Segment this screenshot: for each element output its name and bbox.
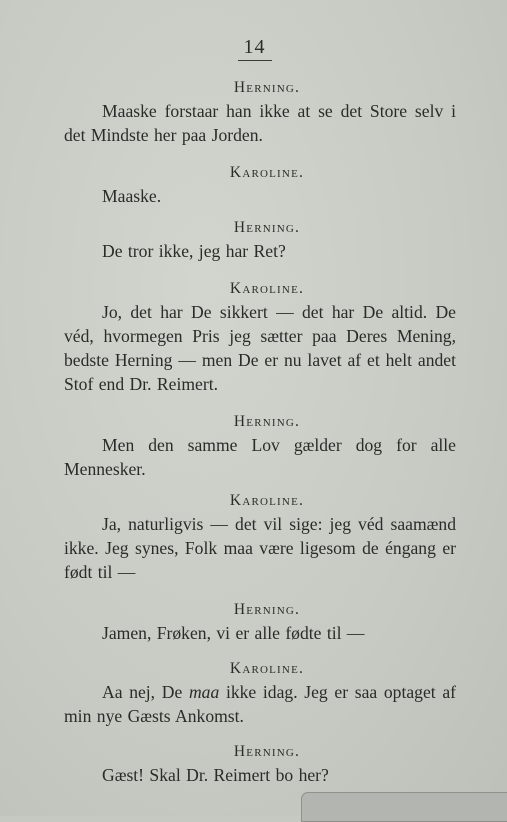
speaker-name: Karoline. (229, 280, 305, 297)
speaker-name: Karoline. (229, 660, 305, 677)
speaker-name: Karoline. (229, 164, 305, 181)
page-number: 14 (0, 36, 507, 61)
emphasized-word: maa (188, 682, 220, 702)
dialogue-line: Jamen, Frøken, vi er alle fødte til — (102, 623, 365, 643)
dialogue-line: Gæst! Skal Dr. Reimert bo her? (102, 765, 329, 785)
dialogue-line: De tror ikke, jeg har Ret? (102, 241, 286, 261)
page-tab-corner (301, 792, 507, 822)
dialogue-line: Maaske. (102, 186, 162, 206)
dialogue-line: Maaske forstaar han ikke at se det Store selv i det Mindste her paa Jorden. (64, 101, 456, 145)
dialogue-line: Ja, naturligvis — det vil sige: jeg véd saamænd ikke. Jeg synes, Folk maa være ligesom de éngang er født til — (64, 514, 456, 582)
speaker-name: Herning. (233, 413, 301, 430)
play-text (64, 78, 456, 787)
speaker-name: Karoline. (229, 492, 305, 509)
dialogue-line: Jo, det har De sikkert — det har De altid. De véd, hvormegen Pris jeg sætter paa Deres Mening, bedste Herning — men De er nu lavet af et helt andet Stof end Dr. Reimert. (64, 302, 456, 394)
speaker-name: Herning. (233, 219, 301, 236)
dialogue-line: Aa nej, De maa ikke idag. Jeg er saa optaget af min nye Gæsts Ankomst. (64, 682, 456, 726)
speaker-name: Herning. (233, 743, 301, 760)
speaker-name: Herning. (233, 601, 301, 618)
speaker-name: Herning. (233, 79, 301, 96)
dialogue-line: Men den samme Lov gælder dog for alle Mennesker. (64, 435, 456, 479)
